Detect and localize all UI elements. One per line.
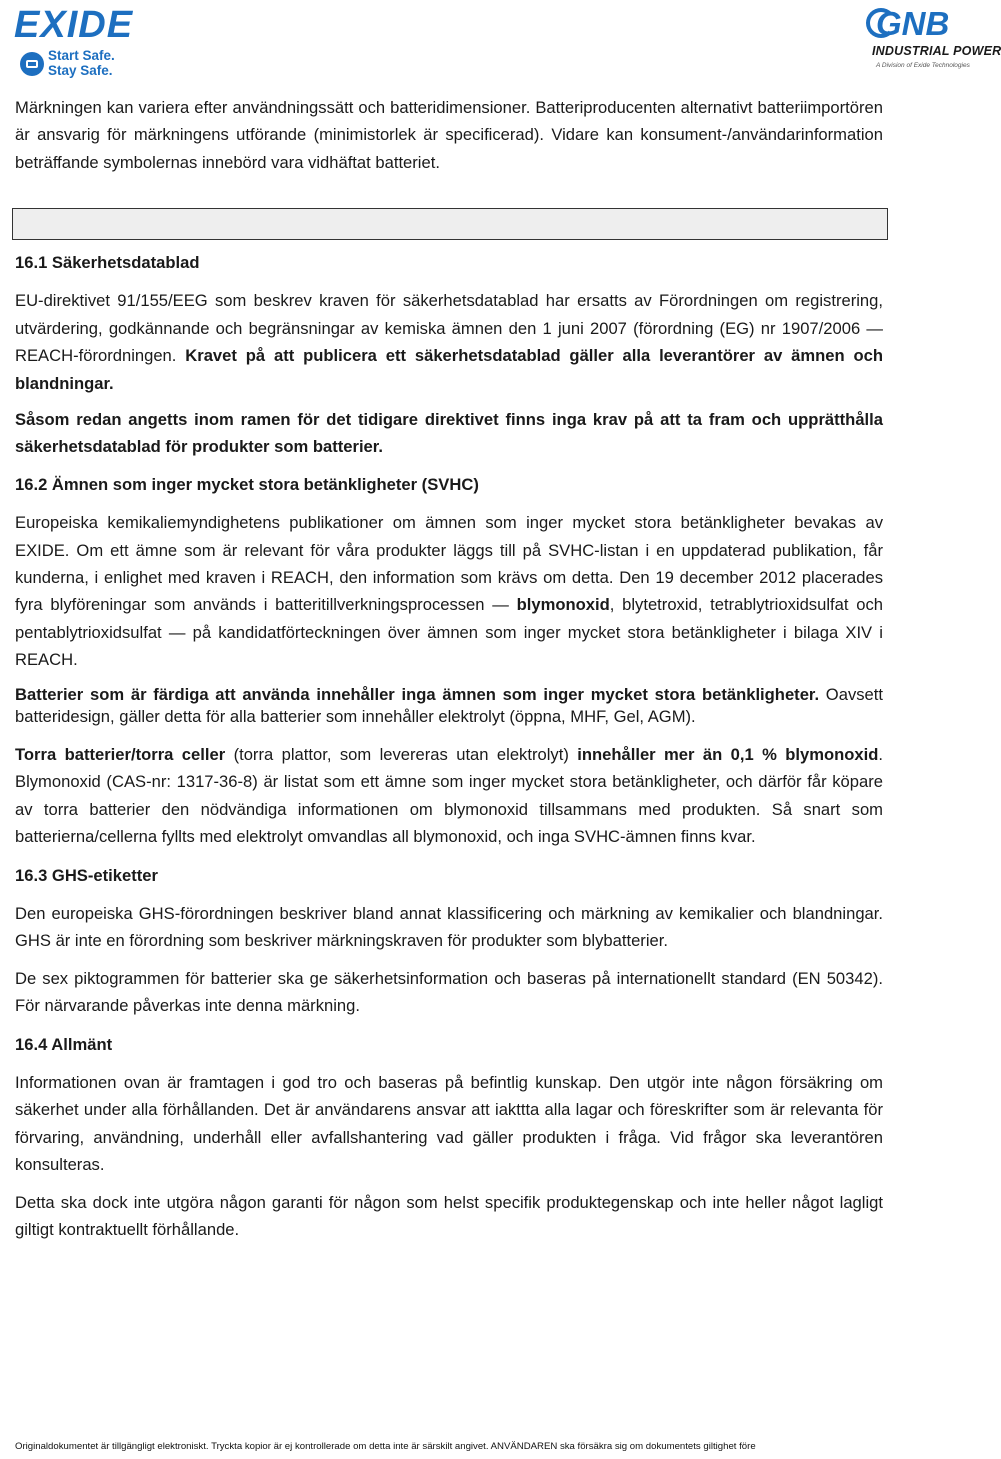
section-16-4-heading: 16.4 Allmänt [15, 1034, 113, 1054]
document-body [15, 94, 883, 176]
section-16-1-paragraph-2: Såsom redan angetts inom ramen för det tidigare direktivet finns inga krav på att ta fram och upprätthålla säkerhetsdatablad för produkter som batterier. [15, 410, 883, 457]
section-16-4-paragraph-1: Informationen ovan är framtagen i god tro och baseras på befintlig kunskap. Den utgör inte någon försäkring om säkerhet under alla förhållanden. Det är användarens ansvar att iakttta alla lagar och föreskrifter som är relevanta för förvaring, användning, underhåll eller avfallshantering vad gäller produkten i fråga. Vid frågor ska leverantören konsulteras. [15, 1072, 883, 1175]
section-16-2-heading: 16.2 Ämnen som inger mycket stora betänkligheter (SVHC) [15, 474, 479, 494]
battery-icon [20, 52, 44, 76]
section-16-2-paragraph-1: Europeiska kemikaliemyndighetens publikationer om ämnen som inger mycket stora betänkligheter bevakas av EXIDE. Om ett ämne som är relevant för våra produkter läggs till på SVHC-listan i en uppdaterad publikation, får kunderna, i enlighet med kraven i REACH, den information som krävs om detta. Den 19 december 2012 placerades fyra blyföreningar som används i batteritillverkningsprocessen — blymonoxid, blytetroxid, tetrablytrioxidsulfat och pentablytrioxidsulfat — på kandidatförteckningen över ämnen som inger mycket stora betänkligheter i bilaga XIV i REACH. [15, 513, 883, 670]
exide-logo [14, 6, 139, 78]
section-16-4-paragraph-2: Detta ska dock inte utgöra någon garanti för någon som helst specifik produktegenskap och inte heller något lagligt giltigt kontraktuellt förhållande. [15, 1192, 883, 1239]
gnb-subtitle: INDUSTRIAL POWER [872, 44, 1001, 58]
exide-tagline: Start Safe. Stay Safe. [48, 48, 115, 78]
section-16-1-paragraph-1: EU-direktivet 91/155/EEG som beskrev kraven för säkerhetsdatablad har ersatts av Förordningen om registrering, utvärdering, godkännande och begränsningar av kemiska ämnen den 1 juni 2007 (förordning (EG) nr 1907/2006 — REACH-förordningen. Kravet på att publicera ett säkerhetsdatablad gäller alla leverantörer av ämnen och blandningar. [15, 291, 883, 393]
gnb-wordmark: GNB [876, 5, 950, 42]
section-16-2-paragraph-3: Torra batterier/torra celler (torra plattor, som levereras utan elektrolyt) innehåller mer än 0,1 % blymonoxid. Blymonoxid (CAS-nr: 1317-36-8) är listat som ett ämne som inger mycket stora betänkligheter, och därför får köpare av torra batterier den nödvändiga informationen om blymonoxid tillsammans med produkten. Så snart som batterierna/cellerna fyllts med elektrolyt omvandlas all blymonoxid, och inga SVHC-ämnen finns kvar. [15, 744, 883, 847]
section-16-2-paragraph-2: Batterier som är färdiga att använda innehåller inga ämnen som inger mycket stora betänkligheter. Oavsett batteridesign, gäller detta för alla batterier som innehåller elektrolyt (öppna, MHF, Gel, AGM). [15, 684, 883, 727]
section-16-1-heading: 16.1 Säkerhetsdatablad [15, 253, 200, 272]
section-16-3-paragraph-2: De sex piktogrammen för batterier ska ge säkerhetsinformation och baseras på internationellt standard (EN 50342). För närvarande påverkas inte denna märkning. [15, 968, 883, 1016]
intro-paragraph: Märkningen kan variera efter användningssätt och batteridimensioner. Batteriproducenten alternativt batteriimportören är ansvarig för märkningens utförande (minimistorlek är specificerad). Vidare kan konsument-/användarinformation beträffande symbolernas innebörd vara vidhäftat batteriet. [15, 98, 883, 172]
section-divider-box [12, 208, 888, 240]
exide-wordmark: EXIDE [14, 4, 134, 46]
gnb-logo [866, 5, 1001, 72]
section-16-3-heading: 16.3 GHS-etiketter [15, 865, 158, 885]
footer-note: Originaldokumentet är tillgängligt elektroniskt. Tryckta kopior är ej kontrollerade om detta inte är särskilt angivet. ANVÄNDAREN ska försäkra sig om dokumentets giltighet före [15, 1441, 756, 1452]
document-sections [15, 249, 883, 1243]
gnb-small-text: A Division of Exide Technologies [876, 62, 970, 69]
section-16-3-paragraph-1: Den europeiska GHS-förordningen beskriver bland annat klassificering och märkning av kemikalier och blandningar. GHS är inte en förordning som beskriver märkningskraven för produkter som blybatterier. [15, 903, 883, 951]
